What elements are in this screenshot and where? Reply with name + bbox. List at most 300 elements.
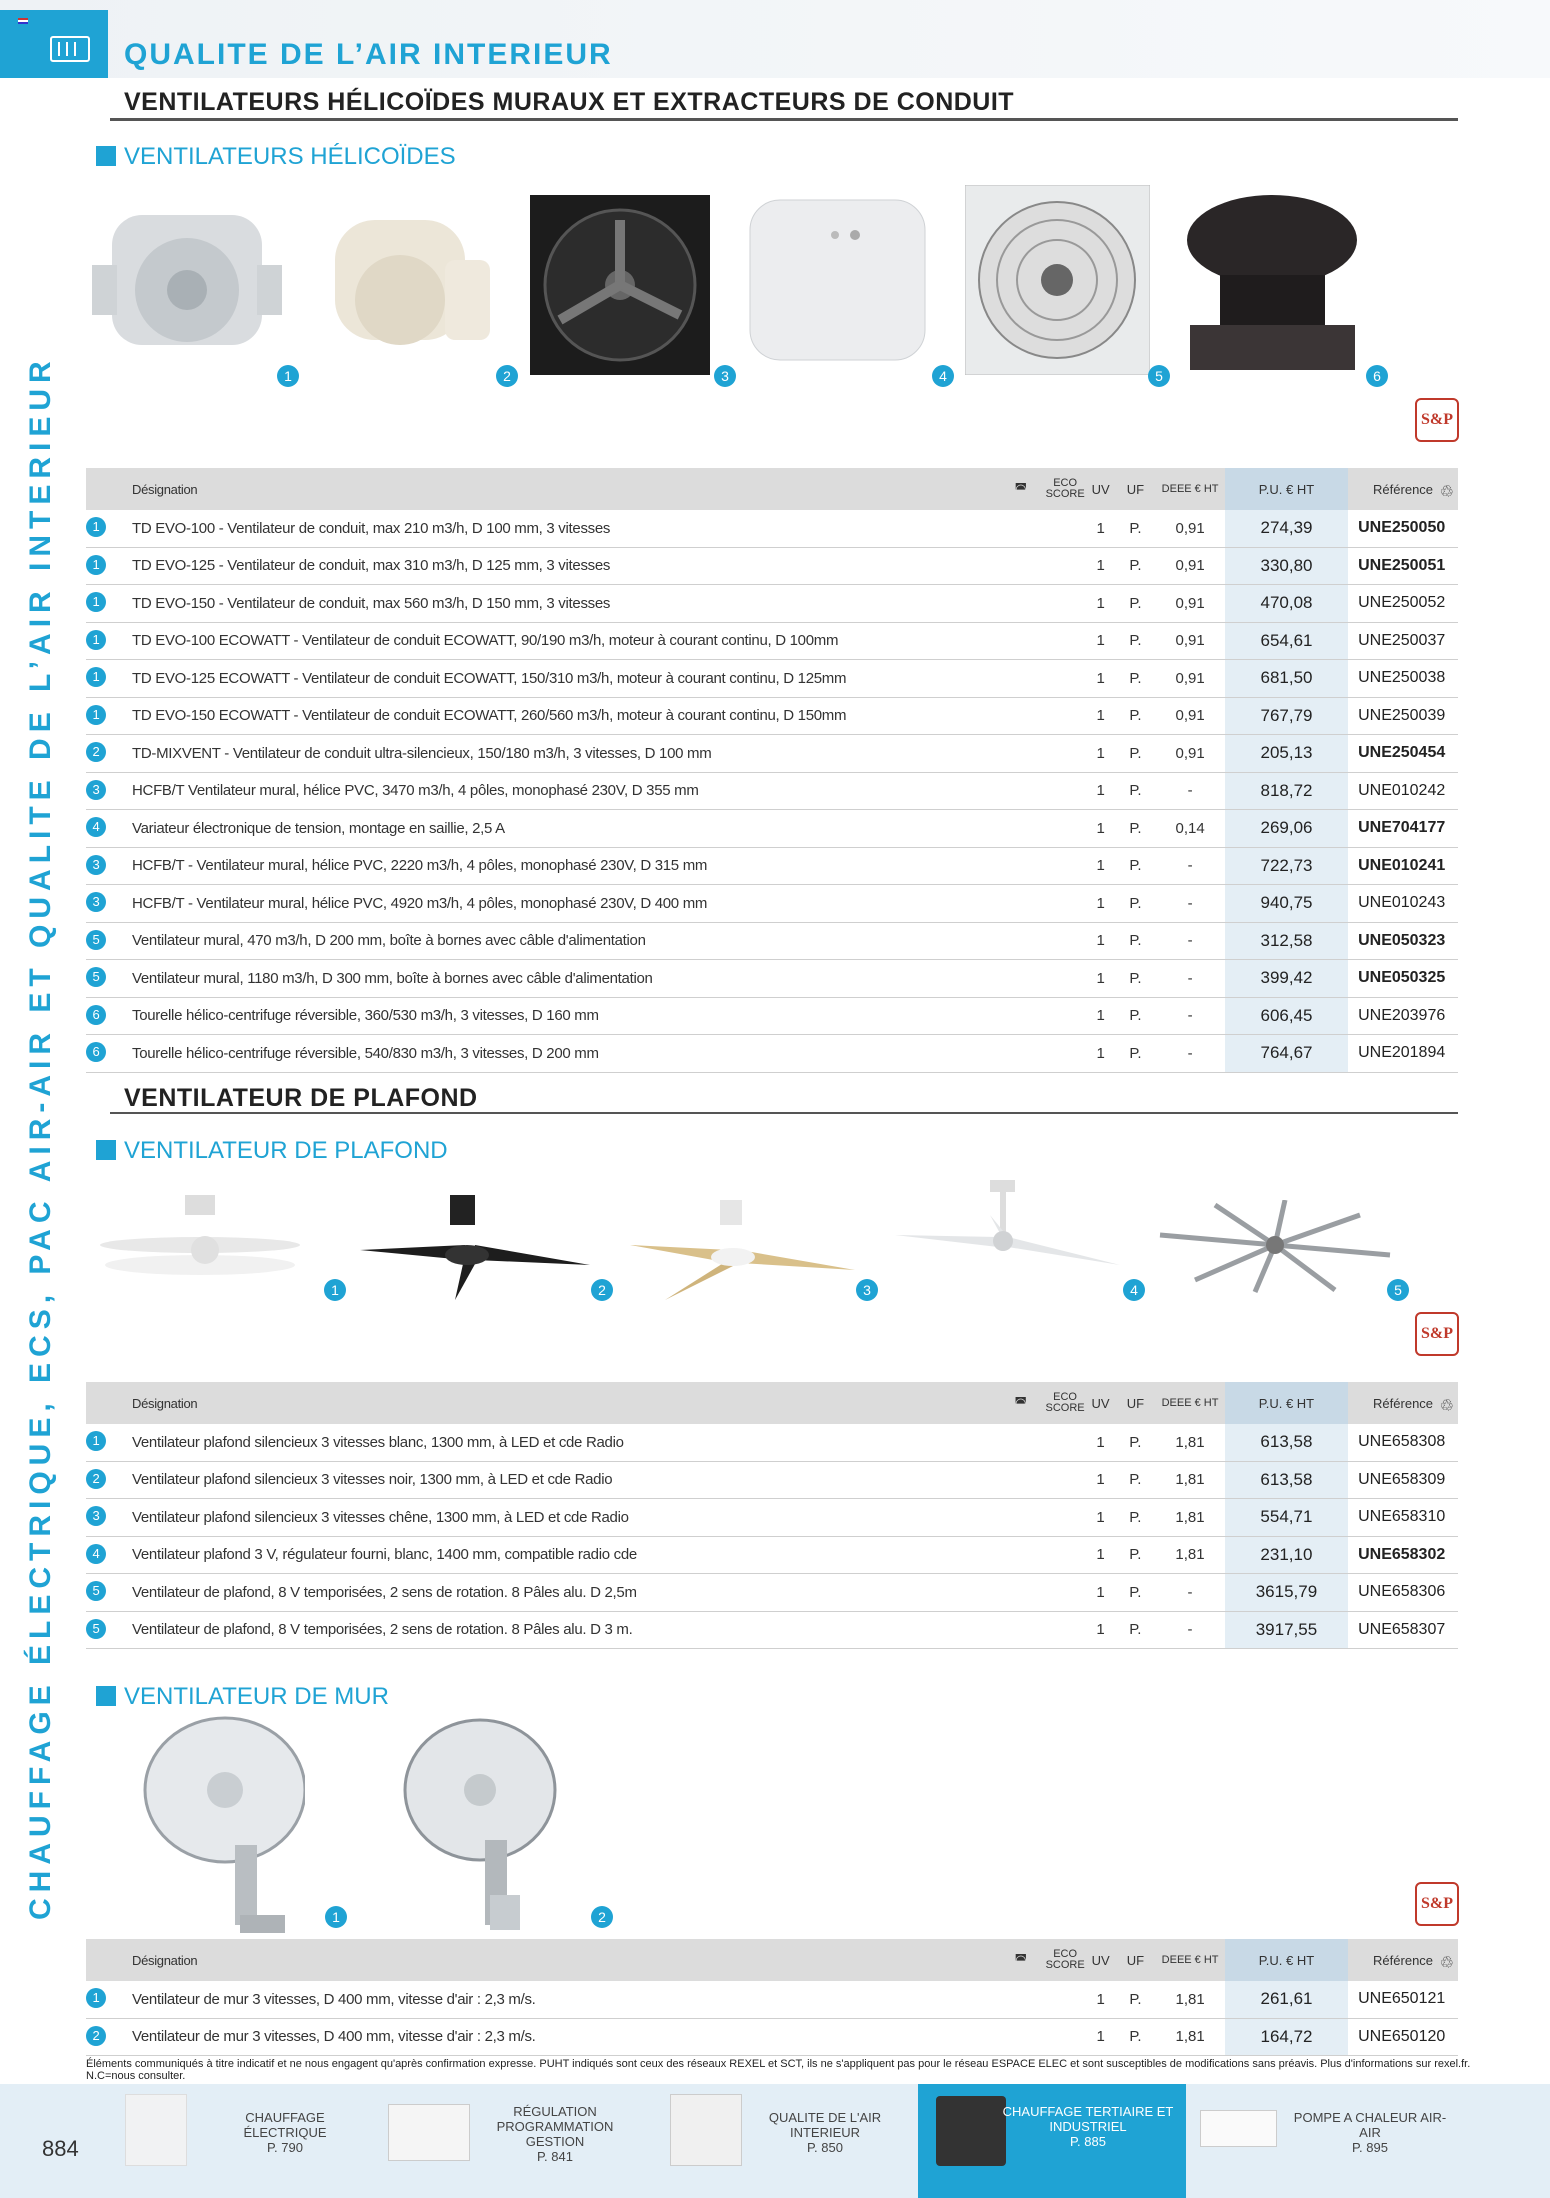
row-product-number: 1	[86, 630, 106, 650]
row-eco	[1045, 547, 1086, 585]
footer-link-page: P. 790	[267, 2140, 303, 2155]
designation-text: TD EVO-150 - Ventilateur de conduit, max 560 m3/h, D 150 mm, 3 vitesses	[132, 594, 611, 612]
row-eco	[1045, 1035, 1086, 1073]
table-row[interactable]	[86, 772, 1458, 810]
row-designation	[86, 2018, 997, 2056]
col-header-designation: Désignation	[86, 1939, 997, 1981]
row-eco	[1045, 1461, 1086, 1499]
row-price: 613,58	[1225, 1424, 1348, 1461]
row-eco	[1045, 1574, 1086, 1612]
footer-link-label: RÉGULATION PROGRAMMATION GESTION	[496, 2104, 614, 2149]
row-reference[interactable]: UNE658302	[1348, 1536, 1458, 1574]
table-row[interactable]	[86, 1035, 1458, 1073]
row-uv: 1	[1086, 960, 1116, 998]
row-product-number: 3	[86, 892, 106, 912]
recycle-icon: ♲	[1439, 1954, 1454, 1972]
row-product-number: 2	[86, 2026, 106, 2046]
row-designation	[86, 772, 997, 810]
row-price: 940,75	[1225, 885, 1348, 923]
row-designation	[86, 997, 997, 1035]
row-eco	[1045, 2018, 1086, 2056]
designation-text: TD EVO-100 - Ventilateur de conduit, max 210 m3/h, D 100 mm, 3 vitesses	[132, 519, 611, 537]
brand-logo: S&P	[1415, 1312, 1459, 1356]
page-title: VENTILATEURS HÉLICOÏDES MURAUX ET EXTRACTEURS DE CONDUIT	[124, 88, 1015, 116]
table-row[interactable]	[86, 1424, 1458, 1461]
row-uv: 1	[1086, 547, 1116, 585]
table-row[interactable]	[86, 1981, 1458, 2018]
row-deee: -	[1155, 1574, 1225, 1612]
designation-text: Variateur électronique de tension, montage en saillie, 2,5 A	[132, 819, 505, 837]
table-row[interactable]	[86, 735, 1458, 773]
product-image-wall-fan	[965, 185, 1150, 375]
thumbnail-heat-pump	[1200, 2110, 1277, 2147]
row-reference[interactable]: UNE250052	[1348, 585, 1458, 623]
footer-link-label: QUALITE DE L'AIR INTERIEUR	[768, 2110, 882, 2140]
row-uv: 1	[1086, 772, 1116, 810]
row-uv: 1	[1086, 1574, 1116, 1612]
product-image-variator	[745, 195, 930, 365]
row-eco-spacer	[997, 735, 1045, 773]
row-product-number: 1	[86, 1431, 106, 1451]
product-table-wall	[86, 1939, 1458, 2056]
row-designation	[86, 622, 997, 660]
product-image-wall-fan-2	[395, 1715, 570, 1935]
row-uv: 1	[1086, 1424, 1116, 1461]
designation-text: Ventilateur de mur 3 vitesses, D 400 mm, vitesse d'air : 2,3 m/s.	[132, 1990, 536, 2008]
category-tab[interactable]	[0, 10, 108, 78]
col-header-uf: UF	[1115, 1382, 1155, 1424]
product-image-mixvent	[305, 190, 495, 370]
row-eco	[1045, 1424, 1086, 1461]
product-number: 1	[325, 1906, 347, 1928]
product-table-helicoide	[86, 468, 1458, 1073]
designation-text: TD EVO-150 ECOWATT - Ventilateur de conduit ECOWATT, 260/560 m3/h, moteur à courant continu, D 150mm	[132, 707, 847, 725]
row-uf: P.	[1115, 1461, 1155, 1499]
col-header-price: P.U. € HT	[1225, 1382, 1348, 1424]
row-uf: P.	[1116, 1035, 1156, 1073]
row-eco-spacer	[997, 1461, 1045, 1499]
row-eco	[1045, 847, 1086, 885]
row-product-number: 1	[86, 1988, 106, 2008]
row-uf: P.	[1116, 1981, 1156, 2018]
designation-text: Ventilateur mural, 1180 m3/h, D 300 mm, boîte à bornes avec câble d'alimentation	[132, 969, 653, 987]
product-image-ceiling-oak	[625, 1195, 860, 1300]
section-title: QUALITE DE L’AIR INTERIEUR	[124, 38, 613, 71]
row-reference[interactable]: UNE250051	[1348, 547, 1458, 585]
table-header-row	[86, 1939, 1458, 1981]
row-reference[interactable]: UNE658307	[1348, 1611, 1458, 1649]
designation-text: Ventilateur mural, 470 m3/h, D 200 mm, boîte à bornes avec câble d'alimentation	[132, 932, 646, 950]
row-designation	[86, 885, 997, 923]
row-eco	[1045, 622, 1086, 660]
row-price: 274,39	[1225, 510, 1348, 547]
row-price: 554,71	[1225, 1499, 1348, 1537]
table-header-row	[86, 468, 1458, 510]
row-uv: 1	[1086, 585, 1116, 623]
row-reference[interactable]: UNE201894	[1348, 1035, 1458, 1073]
row-price: 818,72	[1225, 772, 1348, 810]
row-price: 164,72	[1225, 2018, 1348, 2056]
row-product-number: 2	[86, 1469, 106, 1489]
row-eco	[1045, 510, 1086, 547]
section-heading: VENTILATEUR DE PLAFOND	[124, 1084, 478, 1112]
row-designation	[86, 660, 997, 698]
col-header-eco-score: ECO SCORE	[1045, 468, 1086, 510]
designation-text: TD-MIXVENT - Ventilateur de conduit ultra-silencieux, 150/180 m3/h, 3 vitesses, D 100 mm	[132, 744, 712, 762]
row-uv: 1	[1086, 1611, 1116, 1649]
product-image-ceiling-white	[95, 1190, 325, 1300]
col-header-designation: Désignation	[86, 468, 997, 510]
row-eco-spacer	[997, 510, 1045, 547]
reference-label: Référence	[1373, 481, 1434, 497]
product-number: 3	[714, 365, 736, 387]
footer-link-regulation[interactable]	[470, 2104, 640, 2174]
row-deee: -	[1155, 997, 1225, 1035]
row-designation	[86, 1536, 997, 1574]
row-product-number: 5	[86, 967, 106, 987]
row-deee: 0,91	[1155, 735, 1225, 773]
col-header-price: P.U. € HT	[1225, 1939, 1348, 1981]
row-designation	[86, 1499, 997, 1537]
row-price: 681,50	[1225, 660, 1348, 698]
row-deee: -	[1155, 885, 1225, 923]
row-reference[interactable]: UNE650120	[1348, 2018, 1458, 2056]
row-uv: 1	[1086, 622, 1116, 660]
table-row[interactable]	[86, 697, 1458, 735]
product-number: 4	[932, 365, 954, 387]
row-reference[interactable]: UNE010241	[1348, 847, 1458, 885]
row-eco-spacer	[997, 922, 1045, 960]
table-row[interactable]	[86, 1499, 1458, 1537]
row-price: 654,61	[1225, 622, 1348, 660]
wifi-icon: ◚	[997, 1939, 1045, 1981]
row-reference[interactable]: UNE050325	[1348, 960, 1458, 998]
row-product-number: 3	[86, 1506, 106, 1526]
row-uv: 1	[1086, 510, 1116, 547]
table-row[interactable]	[86, 847, 1458, 885]
row-price: 470,08	[1225, 585, 1348, 623]
row-designation	[86, 1981, 997, 2018]
footer-link-page: P. 841	[537, 2149, 573, 2164]
row-uf: P.	[1116, 772, 1156, 810]
row-reference[interactable]: UNE658309	[1348, 1461, 1458, 1499]
row-uf: P.	[1116, 622, 1156, 660]
product-number: 4	[1123, 1279, 1145, 1301]
col-header-uv: UV	[1086, 468, 1116, 510]
row-reference[interactable]: UNE658308	[1348, 1424, 1458, 1461]
footer-link-label: CHAUFFAGE TERTIAIRE ET INDUSTRIEL	[1002, 2104, 1174, 2134]
row-price: 764,67	[1225, 1035, 1348, 1073]
row-price: 3917,55	[1225, 1611, 1348, 1649]
row-uf: P.	[1116, 660, 1156, 698]
row-eco-spacer	[997, 585, 1045, 623]
col-header-reference	[1348, 1939, 1458, 1981]
col-header-uf: UF	[1116, 1939, 1156, 1981]
row-product-number: 6	[86, 1005, 106, 1025]
row-price: 722,73	[1225, 847, 1348, 885]
wifi-icon: ◚	[997, 468, 1045, 510]
table-row[interactable]	[86, 660, 1458, 698]
row-product-number: 4	[86, 817, 106, 837]
radiator-icon	[50, 36, 90, 62]
row-deee: -	[1155, 847, 1225, 885]
row-uv: 1	[1086, 1536, 1116, 1574]
row-reference[interactable]: UNE250050	[1348, 510, 1458, 547]
designation-text: Ventilateur de mur 3 vitesses, D 400 mm, vitesse d'air : 2,3 m/s.	[132, 2028, 536, 2046]
col-header-eco-score: ECO SCORE	[1045, 1939, 1086, 1981]
row-designation	[86, 735, 997, 773]
row-product-number: 1	[86, 555, 106, 575]
row-product-number: 5	[86, 1581, 106, 1601]
reference-label: Référence	[1373, 1395, 1434, 1411]
row-uf: P.	[1116, 810, 1156, 848]
row-uv: 1	[1086, 847, 1116, 885]
row-eco	[1045, 997, 1086, 1035]
footer-link-page: P. 895	[1352, 2140, 1388, 2155]
row-uf: P.	[1116, 997, 1156, 1035]
table-row[interactable]	[86, 1574, 1458, 1612]
product-image-ceiling-8blades	[1155, 1200, 1395, 1295]
row-designation	[86, 960, 997, 998]
col-header-designation: Désignation	[86, 1382, 997, 1424]
row-price: 606,45	[1225, 997, 1348, 1035]
side-label: CHAUFFAGE ÉLECTRIQUE, ECS, PAC AIR-AIR ET QUALITE DE L’AIR INTERIEUR	[24, 355, 57, 1920]
row-product-number: 1	[86, 705, 106, 725]
row-uf: P.	[1116, 960, 1156, 998]
row-uv: 1	[1086, 1499, 1116, 1537]
row-uf: P.	[1115, 1611, 1155, 1649]
row-reference[interactable]: UNE658310	[1348, 1499, 1458, 1537]
row-eco-spacer	[997, 1499, 1045, 1537]
table-row[interactable]	[86, 922, 1458, 960]
row-deee: 1,81	[1155, 1536, 1225, 1574]
designation-text: Tourelle hélico-centrifuge réversible, 540/830 m3/h, 3 vitesses, D 200 mm	[132, 1044, 599, 1062]
footer-link-page: P. 885	[1070, 2134, 1106, 2149]
section-divider	[110, 1112, 1458, 1114]
row-uf: P.	[1115, 1499, 1155, 1537]
row-deee: 0,91	[1155, 547, 1225, 585]
row-uf: P.	[1116, 847, 1156, 885]
row-price: 261,61	[1225, 1981, 1348, 2018]
row-designation	[86, 1574, 997, 1612]
product-number: 2	[591, 1279, 613, 1301]
footer-link-pompe-chaleur[interactable]	[1285, 2110, 1455, 2180]
brand-logo: S&P	[1415, 1882, 1459, 1926]
product-number: 2	[591, 1906, 613, 1928]
row-eco-spacer	[997, 1424, 1045, 1461]
col-header-price: P.U. € HT	[1225, 468, 1348, 510]
brand-logo: S&P	[1415, 398, 1459, 442]
table-row[interactable]	[86, 1461, 1458, 1499]
row-eco-spacer	[997, 547, 1045, 585]
row-price: 613,58	[1225, 1461, 1348, 1499]
row-deee: 0,91	[1155, 697, 1225, 735]
row-price: 767,79	[1225, 697, 1348, 735]
row-designation	[86, 810, 997, 848]
row-eco	[1045, 1536, 1086, 1574]
designation-text: Tourelle hélico-centrifuge réversible, 360/530 m3/h, 3 vitesses, D 160 mm	[132, 1007, 599, 1025]
row-eco-spacer	[997, 847, 1045, 885]
designation-text: Ventilateur plafond silencieux 3 vitesses blanc, 1300 mm, à LED et cde Radio	[132, 1433, 624, 1451]
subsection-title: VENTILATEUR DE PLAFOND	[96, 1137, 448, 1165]
row-uf: P.	[1116, 510, 1156, 547]
row-uv: 1	[1086, 997, 1116, 1035]
table-row[interactable]	[86, 885, 1458, 923]
product-number: 5	[1148, 365, 1170, 387]
flag-icon	[18, 18, 28, 24]
row-uv: 1	[1086, 810, 1116, 848]
table-row[interactable]	[86, 547, 1458, 585]
row-deee: -	[1155, 772, 1225, 810]
table-row[interactable]	[86, 1536, 1458, 1574]
row-deee: 1,81	[1155, 1461, 1225, 1499]
footer-link-qualite-air[interactable]	[745, 2110, 905, 2180]
product-image-roof-turret	[1180, 185, 1365, 375]
row-uf: P.	[1116, 585, 1156, 623]
col-header-deee: DEEE € HT	[1155, 1382, 1225, 1424]
row-eco	[1045, 810, 1086, 848]
row-price: 312,58	[1225, 922, 1348, 960]
row-designation	[86, 1611, 997, 1649]
row-reference[interactable]: UNE658306	[1348, 1574, 1458, 1612]
row-reference[interactable]: UNE650121	[1348, 1981, 1458, 2018]
designation-text: TD EVO-125 - Ventilateur de conduit, max 310 m3/h, D 125 mm, 3 vitesses	[132, 557, 611, 575]
row-product-number: 3	[86, 780, 106, 800]
row-uv: 1	[1086, 1461, 1116, 1499]
designation-text: Ventilateur de plafond, 8 V temporisées, 2 sens de rotation. 8 Pâles alu. D 2,5m	[132, 1583, 637, 1601]
product-image-wall-fan-1	[130, 1715, 305, 1935]
row-eco	[1045, 697, 1086, 735]
footer-link-page: P. 850	[807, 2140, 843, 2155]
designation-text: HCFB/T - Ventilateur mural, hélice PVC, 2220 m3/h, 4 pôles, monophasé 230V, D 315 mm	[132, 857, 708, 875]
row-eco-spacer	[997, 1536, 1045, 1574]
row-uv: 1	[1086, 922, 1116, 960]
row-reference[interactable]: UNE704177	[1348, 810, 1458, 848]
row-reference[interactable]: UNE010242	[1348, 772, 1458, 810]
table-header-row	[86, 1382, 1458, 1424]
row-uv: 1	[1086, 1035, 1116, 1073]
col-header-uv: UV	[1086, 1939, 1116, 1981]
table-row[interactable]	[86, 810, 1458, 848]
row-reference[interactable]: UNE250454	[1348, 735, 1458, 773]
table-row[interactable]	[86, 997, 1458, 1035]
row-uf: P.	[1115, 1424, 1155, 1461]
row-price: 330,80	[1225, 547, 1348, 585]
row-eco	[1045, 1499, 1086, 1537]
row-reference[interactable]: UNE250039	[1348, 697, 1458, 735]
row-designation	[86, 922, 997, 960]
row-deee: 0,14	[1155, 810, 1225, 848]
row-eco	[1045, 1981, 1086, 2018]
footer-link-chauffage-tertiaire[interactable]	[918, 2084, 1186, 2198]
row-eco-spacer	[997, 1574, 1045, 1612]
row-eco	[1045, 660, 1086, 698]
row-price: 205,13	[1225, 735, 1348, 773]
table-row[interactable]	[86, 1611, 1458, 1649]
recycle-icon: ♲	[1439, 1397, 1454, 1415]
designation-text: HCFB/T Ventilateur mural, hélice PVC, 3470 m3/h, 4 pôles, monophasé 230V, D 355 mm	[132, 782, 699, 800]
product-number: 6	[1366, 365, 1388, 387]
row-eco-spacer	[997, 660, 1045, 698]
row-uv: 1	[1086, 735, 1116, 773]
row-uv: 1	[1086, 660, 1116, 698]
row-deee: 1,81	[1155, 1499, 1225, 1537]
table-row[interactable]	[86, 960, 1458, 998]
col-header-reference	[1348, 1382, 1458, 1424]
row-product-number: 1	[86, 517, 106, 537]
designation-text: Ventilateur de plafond, 8 V temporisées, 2 sens de rotation. 8 Pâles alu. D 3 m.	[132, 1621, 633, 1639]
row-reference[interactable]: UNE250037	[1348, 622, 1458, 660]
row-reference[interactable]: UNE203976	[1348, 997, 1458, 1035]
row-product-number: 5	[86, 1619, 106, 1639]
row-uf: P.	[1116, 547, 1156, 585]
row-price: 231,10	[1225, 1536, 1348, 1574]
col-header-eco-score: ECO SCORE	[1045, 1382, 1086, 1424]
col-header-deee: DEEE € HT	[1155, 1939, 1225, 1981]
row-eco-spacer	[997, 997, 1045, 1035]
row-price: 399,42	[1225, 960, 1348, 998]
row-product-number: 2	[86, 742, 106, 762]
row-eco-spacer	[997, 1981, 1045, 2018]
row-designation	[86, 585, 997, 623]
disclaimer: Éléments communiqués à titre indicatif et ne nous engagent qu'après confirmation expresse. PUHT indiqués sont ceux des réseaux REXEL et SCT, ils ne s'appliquent pas pour le réseau ESPACE ELEC et sont susceptibles de modifications sans préavis. Plus d'informations sur rexel.fr. N.C=nous consulter.	[86, 2058, 1471, 2082]
row-eco	[1045, 922, 1086, 960]
row-deee: 0,91	[1155, 622, 1225, 660]
product-number: 1	[324, 1279, 346, 1301]
thumbnail-electric-heater	[125, 2094, 187, 2166]
table-row[interactable]	[86, 2018, 1458, 2056]
row-uv: 1	[1086, 885, 1116, 923]
designation-text: HCFB/T - Ventilateur mural, hélice PVC, 4920 m3/h, 4 pôles, monophasé 230V, D 400 mm	[132, 894, 708, 912]
designation-text: TD EVO-125 ECOWATT - Ventilateur de conduit ECOWATT, 150/310 m3/h, moteur à courant continu, D 125mm	[132, 669, 847, 687]
row-eco	[1045, 772, 1086, 810]
row-designation	[86, 847, 997, 885]
row-product-number: 1	[86, 592, 106, 612]
row-eco-spacer	[997, 810, 1045, 848]
row-deee: 0,91	[1155, 510, 1225, 547]
footer-link-label: CHAUFFAGE ÉLECTRIQUE	[243, 2110, 327, 2140]
row-product-number: 5	[86, 930, 106, 950]
col-header-uv: UV	[1086, 1382, 1116, 1424]
row-uf: P.	[1116, 735, 1156, 773]
product-number: 3	[856, 1279, 878, 1301]
product-image-ceiling-black	[355, 1190, 595, 1300]
row-deee: -	[1155, 1035, 1225, 1073]
row-price: 269,06	[1225, 810, 1348, 848]
row-product-number: 4	[86, 1544, 106, 1564]
row-eco	[1045, 585, 1086, 623]
footer-link-chauffage-electrique[interactable]	[205, 2110, 365, 2180]
thumbnail-industrial-heater	[936, 2096, 1006, 2166]
row-uv: 1	[1086, 2018, 1116, 2056]
product-number: 1	[277, 365, 299, 387]
table-row[interactable]	[86, 585, 1458, 623]
table-row[interactable]	[86, 622, 1458, 660]
row-uf: P.	[1115, 1536, 1155, 1574]
row-reference[interactable]: UNE050323	[1348, 922, 1458, 960]
row-eco	[1045, 1611, 1086, 1649]
row-reference[interactable]: UNE010243	[1348, 885, 1458, 923]
wifi-icon: ◚	[997, 1382, 1045, 1424]
row-designation	[86, 510, 997, 547]
row-product-number: 3	[86, 855, 106, 875]
subsection-title: VENTILATEUR DE MUR	[96, 1683, 389, 1711]
table-row[interactable]	[86, 510, 1458, 547]
row-reference[interactable]: UNE250038	[1348, 660, 1458, 698]
product-image-ceiling-3v	[890, 1175, 1125, 1295]
row-deee: -	[1155, 922, 1225, 960]
row-eco-spacer	[997, 960, 1045, 998]
